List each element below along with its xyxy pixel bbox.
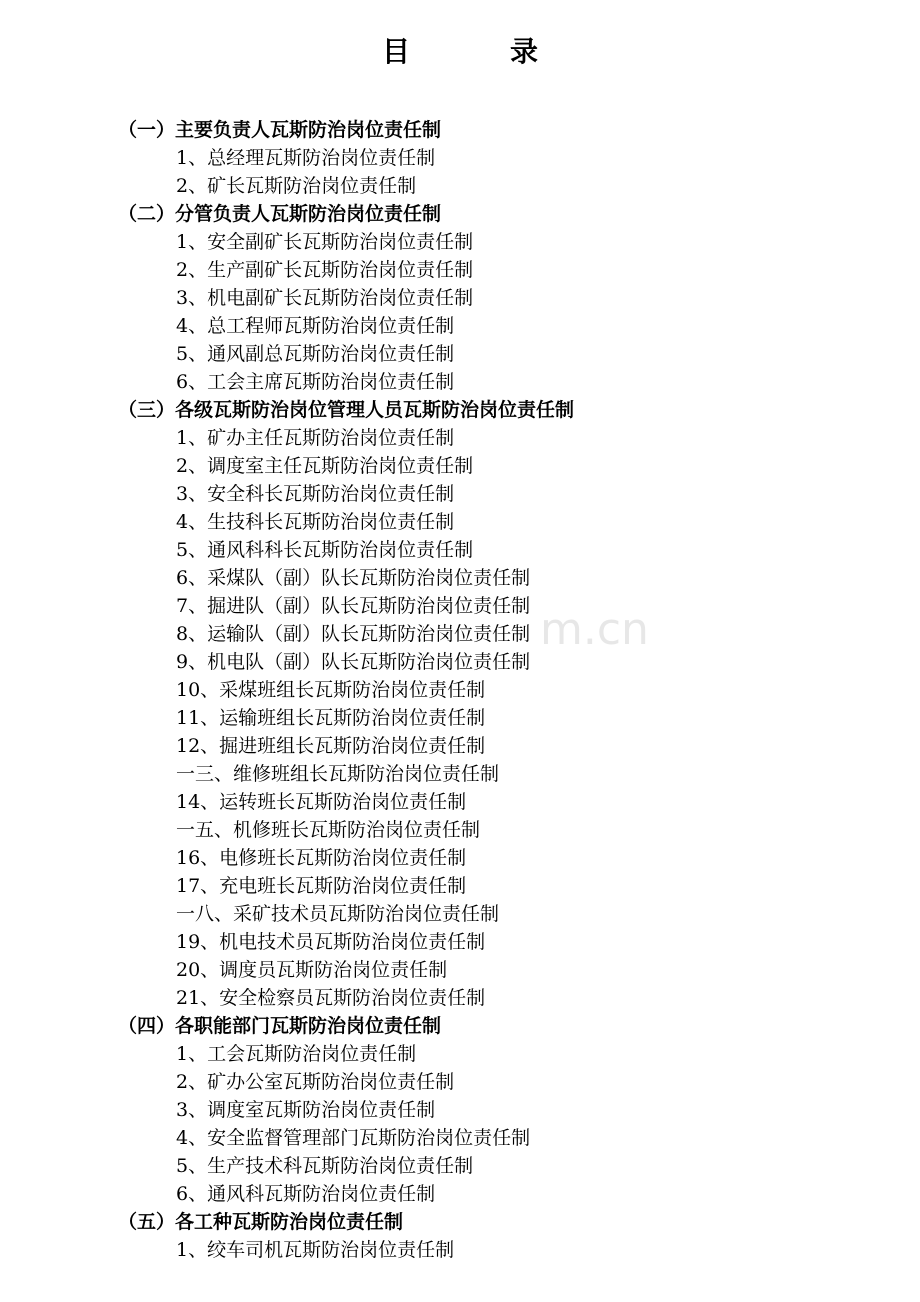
toc-entry: 11、运输班组长瓦斯防治岗位责任制 [176,707,486,729]
page-title: 目 录 [381,35,574,68]
toc-entry: 一八、采矿技术员瓦斯防治岗位责任制 [176,903,500,925]
toc-entry: 4、生技科长瓦斯防治岗位责任制 [176,511,455,533]
toc-entry: 3、安全科长瓦斯防治岗位责任制 [176,483,455,505]
toc-entry: 2、矿长瓦斯防治岗位责任制 [176,175,417,197]
toc-entry: 21、安全检察员瓦斯防治岗位责任制 [176,987,486,1009]
toc-entry: 7、掘进队（副）队长瓦斯防治岗位责任制 [176,595,531,617]
toc-entry: 9、机电队（副）队长瓦斯防治岗位责任制 [176,651,531,673]
toc-entry: 14、运转班长瓦斯防治岗位责任制 [176,791,467,813]
toc-entry: 8、运输队（副）队长瓦斯防治岗位责任制 [176,623,531,645]
toc-entry: 5、通风科科长瓦斯防治岗位责任制 [176,539,474,561]
toc-entry: 一五、机修班长瓦斯防治岗位责任制 [176,819,481,841]
toc-entry: 6、采煤队（副）队长瓦斯防治岗位责任制 [176,567,531,589]
toc-entry: 2、调度室主任瓦斯防治岗位责任制 [176,455,474,477]
toc-entry: 16、电修班长瓦斯防治岗位责任制 [176,847,467,869]
toc-entry: 5、通风副总瓦斯防治岗位责任制 [176,343,455,365]
toc-entry: 5、生产技术科瓦斯防治岗位责任制 [176,1155,474,1177]
table-of-contents [118,116,898,1264]
toc-entry: 10、采煤班组长瓦斯防治岗位责任制 [176,679,486,701]
toc-section-heading: （三）各级瓦斯防治岗位管理人员瓦斯防治岗位责任制 [118,399,575,421]
toc-entry: 4、总工程师瓦斯防治岗位责任制 [176,315,455,337]
toc-section-heading: （二）分管负责人瓦斯防治岗位责任制 [118,203,442,225]
toc-entry: 1、工会瓦斯防治岗位责任制 [176,1043,417,1065]
toc-entry: 19、机电技术员瓦斯防治岗位责任制 [176,931,486,953]
toc-entry: 20、调度员瓦斯防治岗位责任制 [176,959,448,981]
toc-entry: 1、总经理瓦斯防治岗位责任制 [176,147,436,169]
toc-section-heading: （一）主要负责人瓦斯防治岗位责任制 [118,119,442,141]
toc-section-heading: （四）各职能部门瓦斯防治岗位责任制 [118,1015,442,1037]
toc-entry: 4、安全监督管理部门瓦斯防治岗位责任制 [176,1127,531,1149]
toc-entry: 2、矿办公室瓦斯防治岗位责任制 [176,1071,455,1093]
toc-entry: 17、充电班长瓦斯防治岗位责任制 [176,875,467,897]
toc-entry: 6、通风科瓦斯防治岗位责任制 [176,1183,436,1205]
toc-entry: 6、工会主席瓦斯防治岗位责任制 [176,371,455,393]
toc-section-heading: （五）各工种瓦斯防治岗位责任制 [118,1211,404,1233]
toc-entry: 一三、维修班组长瓦斯防治岗位责任制 [176,763,500,785]
toc-entry: 3、机电副矿长瓦斯防治岗位责任制 [176,287,474,309]
watermark: m.cn [540,604,649,655]
toc-entry: 1、绞车司机瓦斯防治岗位责任制 [176,1239,455,1261]
toc-entry: 3、调度室瓦斯防治岗位责任制 [176,1099,436,1121]
toc-entry: 1、安全副矿长瓦斯防治岗位责任制 [176,231,474,253]
toc-entry: 2、生产副矿长瓦斯防治岗位责任制 [176,259,474,281]
toc-entry: 12、掘进班组长瓦斯防治岗位责任制 [176,735,486,757]
toc-entry: 1、矿办主任瓦斯防治岗位责任制 [176,427,455,449]
